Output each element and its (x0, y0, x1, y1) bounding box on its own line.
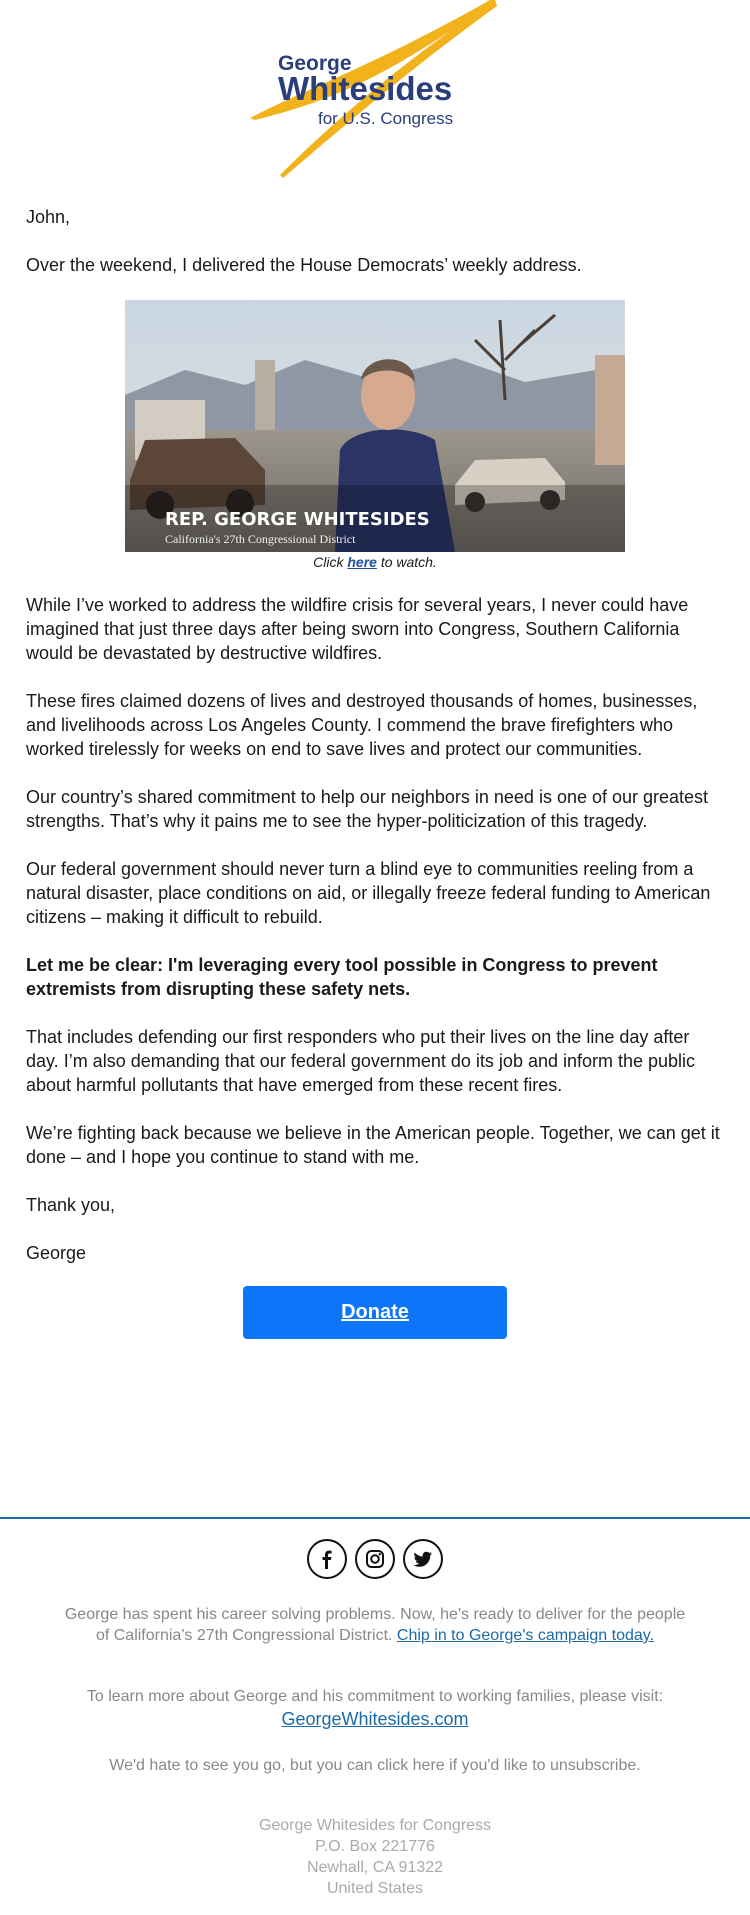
twitter-icon[interactable] (403, 1539, 443, 1579)
chip-in-link[interactable]: Chip in to George's campaign today. (396, 1627, 655, 1644)
body-paragraph: While I’ve worked to address the wildfire crisis for several years, I never could have imagined that just three days after being sworn into Congress, Southern California would be devastated by destructive wildfires. (26, 595, 689, 663)
social-links (0, 1539, 750, 1579)
footer-about (60, 1604, 690, 1646)
website-link[interactable]: GeorgeWhitesides.com (281, 1709, 469, 1729)
email-body (26, 593, 726, 1289)
footer-divider (0, 1517, 750, 1519)
donate-section (0, 1286, 750, 1339)
address-line: United States (326, 1880, 424, 1897)
instagram-icon[interactable] (355, 1539, 395, 1579)
donate-button[interactable]: Donate (243, 1286, 507, 1339)
header-logo (0, 0, 750, 180)
footer-unsubscribe (60, 1755, 690, 1776)
intro-paragraph: Over the weekend, I delivered the House Democrats’ weekly address. (26, 255, 582, 275)
video-caption (125, 554, 625, 570)
signature: George (26, 1243, 87, 1263)
footer-address (60, 1815, 690, 1899)
email-intro (26, 205, 726, 301)
video-block (125, 300, 625, 570)
body-paragraph: These fires claimed dozens of lives and destroyed thousands of homes, businesses, and livelihoods across Los Angeles County. I commend the brave firefighters who worked tirelessly for weeks on end to save lives and protect our communities. (26, 691, 698, 759)
video-overlay-name: REP. GEORGE WHITESIDES (165, 509, 430, 530)
unsubscribe-text[interactable]: We'd hate to see you go, but you can click here if you'd like to unsubscribe. (109, 1757, 641, 1774)
footer-about-text: George has spent his career solving problems. Now, he's ready to deliver for the people of California's 27th Congressional District. (64, 1606, 686, 1644)
body-paragraph: That includes defending our first responders who put their lives on the line day after day. I’m also demanding that our federal government do its job and inform the public about harmful pollutants that have emerged from these recent fires. (26, 1027, 696, 1095)
video-still-image (125, 300, 625, 552)
logo-line2: Whitesides (278, 70, 453, 107)
greeting: John, (26, 207, 71, 227)
body-paragraph: We’re fighting back because we believe in the American people. Together, we can get it done – and I hope you continue to stand with me. (26, 1123, 720, 1167)
caption-suffix: to watch. (376, 554, 437, 570)
address-line: P.O. Box 221776 (315, 1838, 435, 1855)
address-line: George Whitesides for Congress (258, 1817, 492, 1834)
learn-more-text: To learn more about George and his commitment to working families, please visit: (86, 1688, 664, 1705)
logo-line3: for U.S. Congress (318, 109, 454, 128)
facebook-icon[interactable] (307, 1539, 347, 1579)
bold-statement: Let me be clear: I'm leveraging every tool possible in Congress to prevent extremists from disrupting these safety nets. (26, 955, 658, 999)
address-line: Newhall, CA 91322 (306, 1859, 444, 1876)
caption-prefix: Click (313, 554, 348, 570)
signoff: Thank you, (26, 1195, 116, 1215)
body-paragraph: Our country’s shared commitment to help our neighbors in need is one of our greatest strengths. That’s why it pains me to see the hyper-politicization of this tragedy. (26, 787, 709, 831)
body-paragraph: Our federal government should never turn a blind eye to communities reeling from a natural disaster, place conditions on aid, or illegally freeze federal funding to American citizens – making it difficult to rebuild. (26, 859, 711, 927)
footer-learn-more (60, 1686, 690, 1731)
watch-here-link[interactable]: here (347, 554, 377, 570)
logo-line1: George (278, 52, 352, 75)
campaign-logo (245, 0, 505, 180)
video-overlay-district: California's 27th Congressional District (165, 532, 356, 546)
video-thumbnail[interactable] (125, 300, 625, 552)
